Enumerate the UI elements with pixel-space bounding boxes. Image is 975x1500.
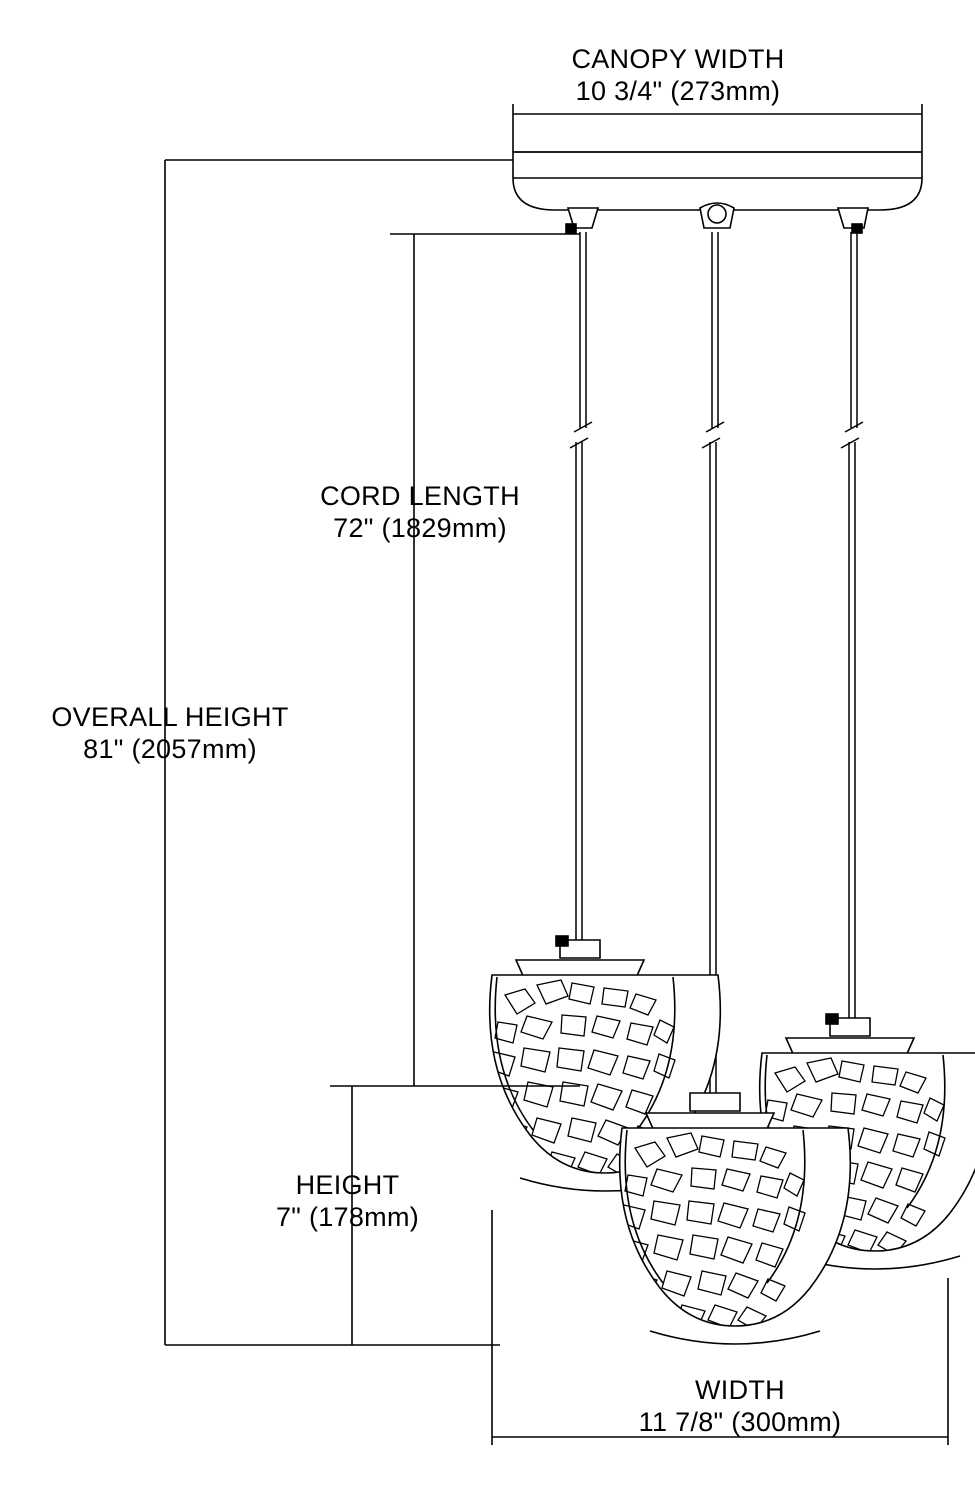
canopy-width-label xyxy=(448,44,908,108)
overall-height-value: 81" (2057mm) xyxy=(83,733,257,764)
canopy xyxy=(513,152,922,210)
canopy-width-title: CANOPY WIDTH xyxy=(571,44,785,74)
cord-length-title: CORD LENGTH xyxy=(320,481,520,511)
overall-height-label xyxy=(10,702,330,766)
height-value: 7" (178mm) xyxy=(275,1201,420,1232)
width-title: WIDTH xyxy=(695,1375,785,1405)
cord-length-value: 72" (1829mm) xyxy=(333,512,507,543)
width-value: 11 7/8" (300mm) xyxy=(638,1406,842,1437)
height-title: HEIGHT xyxy=(295,1170,400,1200)
pendant-center xyxy=(620,1093,851,1349)
cord-length-dimension xyxy=(330,234,580,1086)
width-label xyxy=(520,1375,960,1439)
cord-length-label xyxy=(200,481,640,545)
height-label xyxy=(175,1170,520,1234)
canopy-width-value: 10 3/4" (273mm) xyxy=(575,75,781,106)
canopy-width-dimension xyxy=(513,104,922,152)
overall-height-title: OVERALL HEIGHT xyxy=(51,702,289,732)
